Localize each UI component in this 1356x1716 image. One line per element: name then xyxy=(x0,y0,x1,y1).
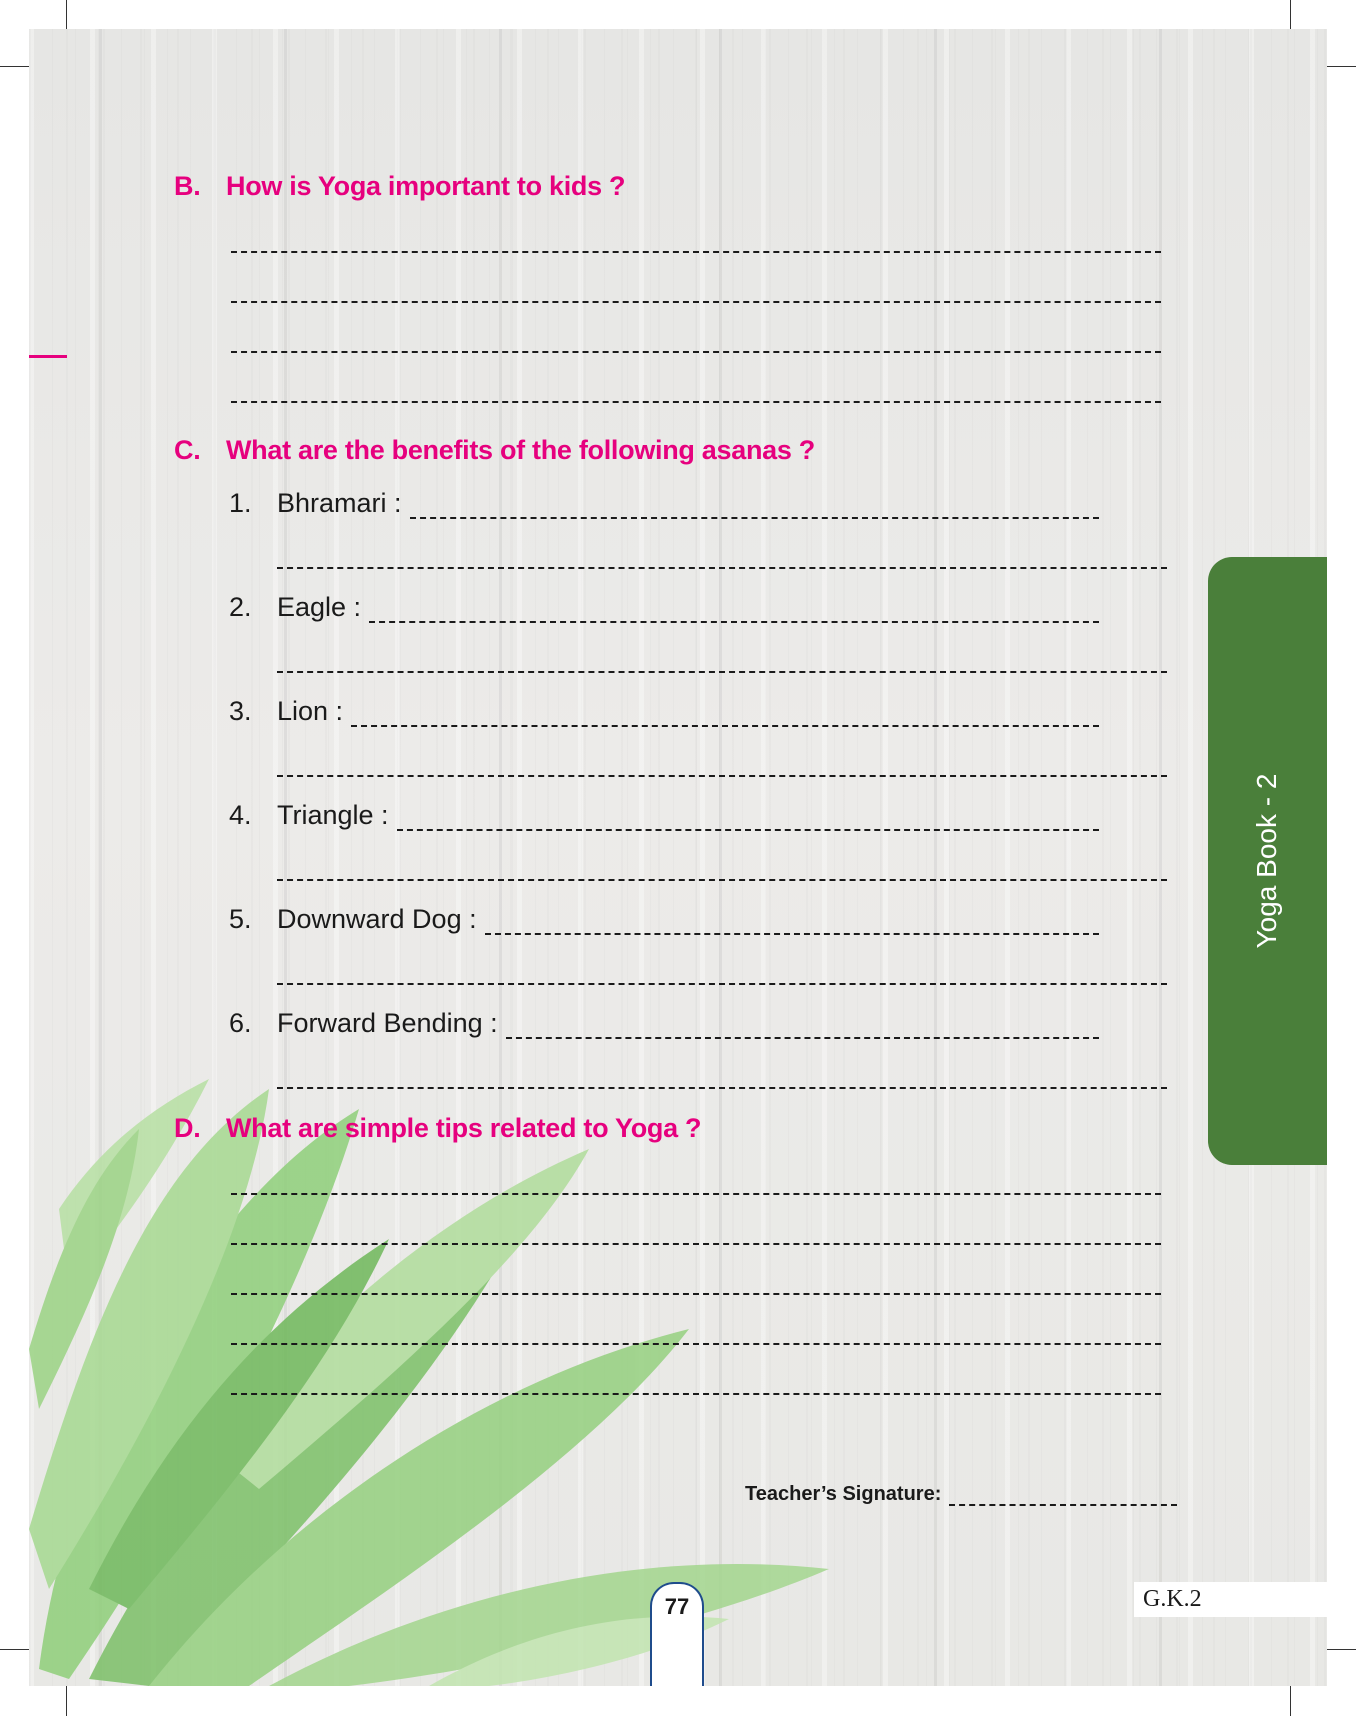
question-b xyxy=(174,171,625,202)
question-text: How is Yoga important to kids ? xyxy=(226,171,626,201)
answer-line[interactable] xyxy=(485,909,1099,935)
page-number-tab xyxy=(650,1582,704,1686)
item-number: 1. xyxy=(229,488,252,518)
answer-line[interactable] xyxy=(277,775,1167,777)
leaves-illustration xyxy=(29,29,1327,1686)
answer-line[interactable] xyxy=(231,1393,1161,1395)
item-number: 5. xyxy=(229,904,252,934)
margin-marker xyxy=(29,355,67,358)
asana-item xyxy=(229,1008,1099,1039)
page-number: 77 xyxy=(664,1594,690,1619)
signature-label: Teacher’s Signature: xyxy=(745,1483,942,1505)
answer-line[interactable] xyxy=(231,1243,1161,1245)
item-label: Bhramari : xyxy=(277,488,402,518)
answer-line[interactable] xyxy=(277,671,1167,673)
crop-mark xyxy=(1327,1649,1356,1650)
item-label: Forward Bending : xyxy=(277,1008,498,1038)
asana-item xyxy=(229,904,1099,935)
crop-mark xyxy=(1290,1686,1291,1716)
item-label: Eagle : xyxy=(277,592,362,622)
question-letter: C. xyxy=(174,435,201,465)
answer-line[interactable] xyxy=(277,567,1167,569)
answer-line[interactable] xyxy=(277,879,1167,881)
crop-mark xyxy=(1290,0,1291,29)
answer-line[interactable] xyxy=(369,597,1099,623)
answer-line[interactable] xyxy=(231,401,1161,403)
question-d xyxy=(174,1113,701,1144)
asana-item xyxy=(229,592,1099,623)
teacher-signature xyxy=(745,1483,1177,1506)
question-letter: B. xyxy=(174,171,201,201)
crop-mark xyxy=(66,1686,67,1716)
question-text: What are the benefits of the following asanas ? xyxy=(226,435,815,465)
item-label: Downward Dog : xyxy=(277,904,477,934)
answer-line[interactable] xyxy=(397,805,1099,831)
answer-line[interactable] xyxy=(231,1343,1161,1345)
answer-line[interactable] xyxy=(231,301,1161,303)
item-number: 6. xyxy=(229,1008,252,1038)
answer-line[interactable] xyxy=(231,1293,1161,1295)
asana-item xyxy=(229,800,1099,831)
answer-line[interactable] xyxy=(351,701,1099,727)
question-text: What are simple tips related to Yoga ? xyxy=(226,1113,702,1143)
answer-line[interactable] xyxy=(231,351,1161,353)
item-label: Triangle : xyxy=(277,800,389,830)
question-c xyxy=(174,435,815,466)
answer-line[interactable] xyxy=(506,1013,1099,1039)
item-number: 4. xyxy=(229,800,252,830)
asana-item xyxy=(229,488,1099,519)
answer-line[interactable] xyxy=(231,1193,1161,1195)
item-label: Lion : xyxy=(277,696,344,726)
crop-mark xyxy=(0,1649,29,1650)
book-code-label xyxy=(1134,1582,1327,1617)
answer-line[interactable] xyxy=(277,1087,1167,1089)
answer-line[interactable] xyxy=(410,493,1099,519)
asana-item xyxy=(229,696,1099,727)
crop-mark xyxy=(66,0,67,29)
book-title: Yoga Book - 2 xyxy=(1251,773,1282,949)
book-side-tab xyxy=(1208,557,1327,1165)
book-code: G.K.2 xyxy=(1143,1586,1202,1612)
worksheet-page xyxy=(29,29,1327,1686)
item-number: 3. xyxy=(229,696,252,726)
item-number: 2. xyxy=(229,592,252,622)
crop-mark xyxy=(0,66,29,67)
answer-line[interactable] xyxy=(277,983,1167,985)
crop-mark xyxy=(1327,66,1356,67)
signature-line[interactable] xyxy=(949,1486,1177,1506)
question-letter: D. xyxy=(174,1113,201,1143)
answer-line[interactable] xyxy=(231,251,1161,253)
